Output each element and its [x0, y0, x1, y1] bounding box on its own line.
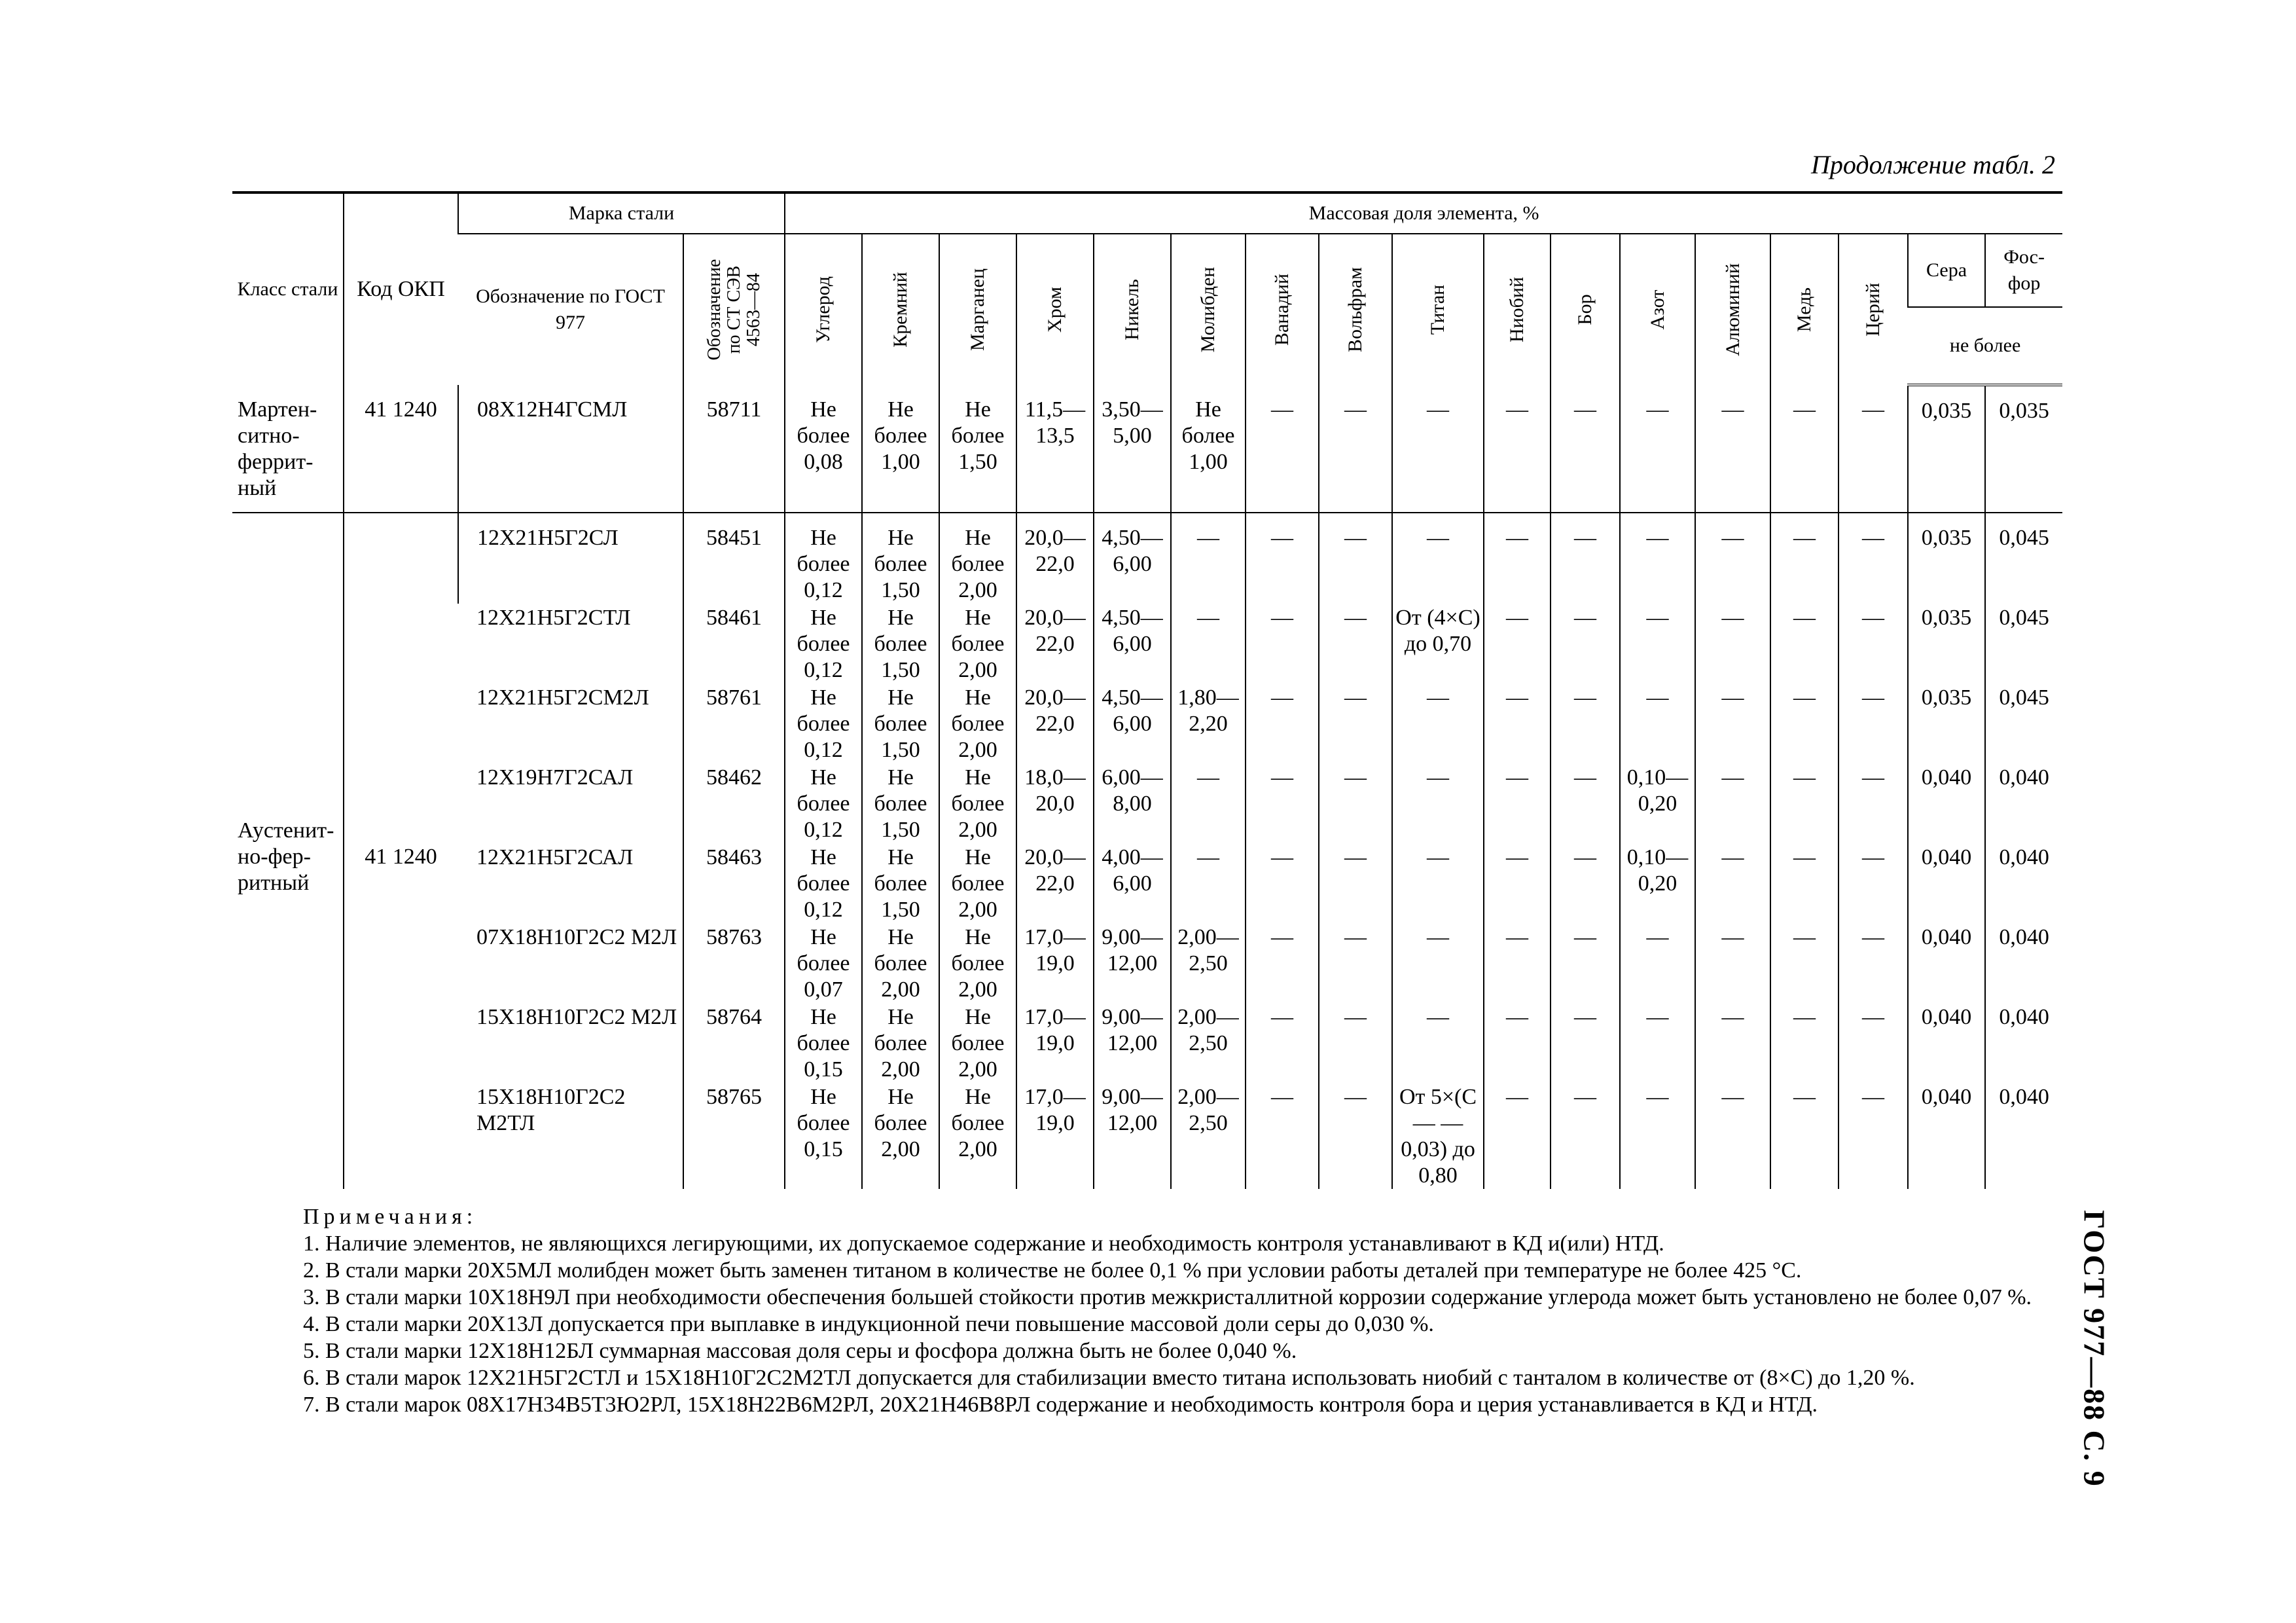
- cell-copper: —: [1770, 923, 1839, 1003]
- cell-aluminium: —: [1695, 513, 1770, 604]
- cell-niobium: —: [1484, 843, 1551, 923]
- cell-phosphorus: 0,045: [1985, 513, 2062, 604]
- cell-molybdenum: 2,00—2,50: [1171, 1083, 1246, 1189]
- steel-composition-table: [232, 191, 2062, 1189]
- cell-chromium: 18,0—20,0: [1016, 763, 1094, 843]
- cell-tungsten: —: [1319, 604, 1392, 684]
- cell-nitrogen: —: [1620, 513, 1695, 604]
- table-row: [232, 684, 2062, 763]
- cell-vanadium: —: [1246, 513, 1319, 604]
- cell-nickel: 9,00—12,00: [1094, 1003, 1171, 1083]
- cell-copper: —: [1770, 843, 1839, 923]
- cell-nitrogen: —: [1620, 1083, 1695, 1189]
- cell-molybdenum: —: [1171, 604, 1246, 684]
- cell-boron: —: [1551, 763, 1620, 843]
- cell-niobium: —: [1484, 923, 1551, 1003]
- grade-sev: 58711: [683, 385, 785, 513]
- grade-gost: 15Х18Н10Г2С2 М2Л: [476, 1005, 677, 1029]
- cell-aluminium: —: [1695, 843, 1770, 923]
- cell-sulfur: 0,035: [1908, 385, 1985, 513]
- cell-vanadium: —: [1246, 763, 1319, 843]
- cell-aluminium: —: [1695, 604, 1770, 684]
- cell-aluminium: —: [1695, 385, 1770, 513]
- cell-titanium: —: [1392, 513, 1484, 604]
- cell-vanadium: —: [1246, 843, 1319, 923]
- cell-titanium: —: [1392, 1003, 1484, 1083]
- cell-nickel: 4,50—6,00: [1094, 684, 1171, 763]
- grade-gost: 12Х21Н5Г2СМ2Л: [476, 685, 649, 710]
- cell-nitrogen: —: [1620, 1003, 1695, 1083]
- cell-aluminium: —: [1695, 1003, 1770, 1083]
- cell-molybdenum: 2,00—2,50: [1171, 1003, 1246, 1083]
- notes-list: [232, 1230, 2058, 1418]
- cell-boron: —: [1551, 923, 1620, 1003]
- cell-carbon: Не более 0,12: [785, 513, 862, 604]
- cell-boron: —: [1551, 1083, 1620, 1189]
- cell-silicon: Не более 2,00: [862, 923, 939, 1003]
- cell-nickel: 9,00—12,00: [1094, 1083, 1171, 1189]
- header-class: Класс стали: [232, 192, 344, 385]
- cell-phosphorus: 0,040: [1985, 923, 2062, 1003]
- cell-chromium: 20,0—22,0: [1016, 513, 1094, 604]
- cell-niobium: —: [1484, 1003, 1551, 1083]
- cell-molybdenum: Не более 1,00: [1171, 385, 1246, 513]
- header-grade-gost: Обозначение по ГОСТ 977: [476, 285, 665, 333]
- notes-title: Примечания:: [303, 1205, 478, 1229]
- cell-carbon: Не более 0,15: [785, 1003, 862, 1083]
- note-item: 2. В стали марки 20Х5МЛ молибден может быть заменен титаном в количестве не более 0,1 % при условии работы деталей при температуре не более 425 °С.: [303, 1258, 1802, 1283]
- header-not-more: не более: [1908, 307, 2062, 385]
- cell-silicon: Не более 1,50: [862, 684, 939, 763]
- table-row: [232, 923, 2062, 1003]
- header-phosphorus: Фос- фор: [1985, 234, 2062, 307]
- header-mass-group: Массовая доля элемента, %: [785, 192, 2062, 234]
- table-row: [232, 843, 2062, 923]
- table-head: [232, 192, 2062, 385]
- grade-sev: 58764: [683, 1003, 785, 1083]
- grade-sev: 58451: [683, 513, 785, 604]
- header-grade-sev-text: Обозначение по СТ СЭВ 4563—84: [704, 259, 764, 361]
- cell-sulfur: 0,040: [1908, 763, 1985, 843]
- okp-code: 41 1240: [344, 385, 458, 513]
- grade-sev: 58763: [683, 923, 785, 1003]
- cell-manganese: Не более 2,00: [939, 1083, 1016, 1189]
- cell-chromium: 17,0—19,0: [1016, 1003, 1094, 1083]
- notes: [232, 1203, 2058, 1418]
- steel-class: Аустенит-но-фер-ритный: [232, 513, 344, 1189]
- cell-nickel: 6,00—8,00: [1094, 763, 1171, 843]
- cell-carbon: Не более 0,12: [785, 684, 862, 763]
- grade-gost: 15Х18Н10Г2С2 М2ТЛ: [476, 1085, 626, 1135]
- page-header: Продолжение табл. 2: [1810, 150, 2055, 179]
- grade-gost: 07Х18Н10Г2С2 М2Л: [476, 925, 677, 949]
- cell-aluminium: —: [1695, 1083, 1770, 1189]
- cell-vanadium: —: [1246, 684, 1319, 763]
- cell-boron: —: [1551, 604, 1620, 684]
- cell-silicon: Не более 1,50: [862, 604, 939, 684]
- header-boron: Бор: [1551, 234, 1620, 385]
- grade-gost: 12Х21Н5Г2СТЛ: [476, 606, 631, 630]
- grade-gost: 12Х21Н5Г2СЛ: [458, 513, 683, 604]
- cell-titanium: От (4×С) до 0,70: [1392, 604, 1484, 684]
- cell-molybdenum: —: [1171, 763, 1246, 843]
- table-row: [232, 385, 2062, 513]
- cell-boron: —: [1551, 385, 1620, 513]
- cell-tungsten: —: [1319, 923, 1392, 1003]
- header-copper: Медь: [1770, 234, 1839, 385]
- cell-tungsten: —: [1319, 513, 1392, 604]
- table-row: [232, 763, 2062, 843]
- cell-manganese: Не более 2,00: [939, 684, 1016, 763]
- cell-niobium: —: [1484, 385, 1551, 513]
- header-vanadium: Ванадий: [1246, 234, 1319, 385]
- header-silicon: Кремний: [862, 234, 939, 385]
- cell-vanadium: —: [1246, 385, 1319, 513]
- table-body: [232, 385, 2062, 1189]
- cell-titanium: —: [1392, 923, 1484, 1003]
- okp-code: 41 1240: [344, 513, 458, 1189]
- cell-cerium: —: [1839, 385, 1908, 513]
- header-molybdenum: Молибден: [1171, 234, 1246, 385]
- header-cerium: Церий: [1839, 234, 1908, 385]
- cell-titanium: —: [1392, 684, 1484, 763]
- cell-manganese: Не более 2,00: [939, 513, 1016, 604]
- cell-aluminium: —: [1695, 684, 1770, 763]
- cell-sulfur: 0,040: [1908, 923, 1985, 1003]
- cell-titanium: —: [1392, 843, 1484, 923]
- cell-tungsten: —: [1319, 385, 1392, 513]
- cell-phosphorus: 0,040: [1985, 843, 2062, 923]
- cell-cerium: —: [1839, 604, 1908, 684]
- cell-nitrogen: 0,10—0,20: [1620, 763, 1695, 843]
- cell-phosphorus: 0,045: [1985, 684, 2062, 763]
- cell-carbon: Не более 0,12: [785, 604, 862, 684]
- cell-silicon: Не более 2,00: [862, 1083, 939, 1189]
- grade-gost: 12Х21Н5Г2САЛ: [476, 845, 634, 869]
- cell-sulfur: 0,035: [1908, 513, 1985, 604]
- cell-vanadium: —: [1246, 923, 1319, 1003]
- cell-silicon: Не более 2,00: [862, 1003, 939, 1083]
- cell-titanium: —: [1392, 763, 1484, 843]
- cell-tungsten: —: [1319, 1003, 1392, 1083]
- header-sulfur: Сера: [1908, 234, 1985, 307]
- side-title: [2065, 1211, 2124, 1486]
- grade-sev: 58462: [683, 763, 785, 843]
- cell-carbon: Не более 0,08: [785, 385, 862, 513]
- header-aluminium: Алюминий: [1695, 234, 1770, 385]
- cell-copper: —: [1770, 763, 1839, 843]
- note-item: 5. В стали марки 12Х18Н12БЛ суммарная массовая доля серы и фосфора должна быть не более 0,040 %.: [303, 1339, 1297, 1363]
- cell-aluminium: —: [1695, 763, 1770, 843]
- cell-vanadium: —: [1246, 1003, 1319, 1083]
- cell-chromium: 17,0—19,0: [1016, 1083, 1094, 1189]
- cell-tungsten: —: [1319, 763, 1392, 843]
- cell-manganese: Не более 2,00: [939, 763, 1016, 843]
- grade-sev: 58463: [683, 843, 785, 923]
- cell-carbon: Не более 0,15: [785, 1083, 862, 1189]
- cell-molybdenum: 1,80—2,20: [1171, 684, 1246, 763]
- cell-silicon: Не более 1,00: [862, 385, 939, 513]
- cell-copper: —: [1770, 684, 1839, 763]
- header-nitrogen: Азот: [1620, 234, 1695, 385]
- cell-niobium: —: [1484, 763, 1551, 843]
- cell-niobium: —: [1484, 604, 1551, 684]
- cell-nitrogen: —: [1620, 385, 1695, 513]
- cell-boron: —: [1551, 1003, 1620, 1083]
- cell-boron: —: [1551, 513, 1620, 604]
- table-row: [232, 1003, 2062, 1083]
- cell-carbon: Не более 0,12: [785, 843, 862, 923]
- grade-gost: 08Х12Н4ГСМЛ: [458, 385, 683, 513]
- cell-chromium: 20,0—22,0: [1016, 604, 1094, 684]
- cell-tungsten: —: [1319, 843, 1392, 923]
- cell-molybdenum: 2,00—2,50: [1171, 923, 1246, 1003]
- cell-nitrogen: —: [1620, 923, 1695, 1003]
- cell-manganese: Не более 2,00: [939, 843, 1016, 923]
- note-item: 6. В стали марок 12Х21Н5Г2СТЛ и 15Х18Н10Г2С2М2ТЛ допускается для стабилизации вместо титана использовать ниобий с танталом в количестве от (8×С) до 1,20 %.: [303, 1366, 1915, 1390]
- cell-silicon: Не более 1,50: [862, 763, 939, 843]
- cell-chromium: 20,0—22,0: [1016, 843, 1094, 923]
- table-row: [232, 1083, 2062, 1189]
- cell-nickel: 3,50—5,00: [1094, 385, 1171, 513]
- cell-chromium: 20,0—22,0: [1016, 684, 1094, 763]
- cell-phosphorus: 0,040: [1985, 1003, 2062, 1083]
- grade-sev: 58461: [683, 604, 785, 684]
- cell-tungsten: —: [1319, 684, 1392, 763]
- table-row: [232, 513, 2062, 604]
- cell-copper: —: [1770, 385, 1839, 513]
- note-item: 4. В стали марки 20Х13Л допускается при выплавке в индукционной печи повышение массовой доли серы до 0,030 %.: [303, 1312, 1434, 1336]
- cell-cerium: —: [1839, 923, 1908, 1003]
- cell-boron: —: [1551, 684, 1620, 763]
- cell-silicon: Не более 1,50: [862, 513, 939, 604]
- cell-manganese: Не более 2,00: [939, 604, 1016, 684]
- grade-sev: 58765: [683, 1083, 785, 1189]
- cell-cerium: —: [1839, 684, 1908, 763]
- cell-manganese: Не более 1,50: [939, 385, 1016, 513]
- cell-nickel: 4,50—6,00: [1094, 604, 1171, 684]
- cell-niobium: —: [1484, 684, 1551, 763]
- header-chromium: Хром: [1016, 234, 1094, 385]
- cell-manganese: Не более 2,00: [939, 923, 1016, 1003]
- cell-cerium: —: [1839, 763, 1908, 843]
- cell-nitrogen: 0,10—0,20: [1620, 843, 1695, 923]
- header-nickel: Никель: [1094, 234, 1171, 385]
- cell-boron: —: [1551, 843, 1620, 923]
- header-manganese: Марганец: [939, 234, 1016, 385]
- header-grade-group: Марка стали: [458, 192, 785, 234]
- cell-vanadium: —: [1246, 604, 1319, 684]
- header-niobium: Ниобий: [1484, 234, 1551, 385]
- note-item: 7. В стали марок 08Х17Н34В5Т3Ю2РЛ, 15Х18Н22В6М2РЛ, 20Х21Н46В8РЛ содержание и необходимость контроля бора и церия устанавливается в КД и НТД.: [303, 1393, 1818, 1417]
- cell-aluminium: —: [1695, 923, 1770, 1003]
- cell-copper: —: [1770, 1083, 1839, 1189]
- cell-cerium: —: [1839, 1003, 1908, 1083]
- cell-nickel: 4,00—6,00: [1094, 843, 1171, 923]
- grade-gost: 12Х19Н7Г2САЛ: [476, 765, 634, 790]
- steel-class: Мартен-ситно-феррит-ный: [238, 397, 317, 500]
- cell-phosphorus: 0,035: [1985, 385, 2062, 513]
- cell-sulfur: 0,040: [1908, 1083, 1985, 1189]
- note-item: 1. Наличие элементов, не являющихся легирующими, их допускаемое содержание и необходимость контроля устанавливают в КД и(или) НТД.: [303, 1231, 1664, 1256]
- cell-niobium: —: [1484, 513, 1551, 604]
- cell-phosphorus: 0,040: [1985, 763, 2062, 843]
- cell-carbon: Не более 0,12: [785, 763, 862, 843]
- cell-manganese: Не более 2,00: [939, 1003, 1016, 1083]
- cell-silicon: Не более 1,50: [862, 843, 939, 923]
- cell-sulfur: 0,040: [1908, 843, 1985, 923]
- cell-carbon: Не более 0,07: [785, 923, 862, 1003]
- cell-nitrogen: —: [1620, 604, 1695, 684]
- cell-cerium: —: [1839, 513, 1908, 604]
- cell-chromium: 11,5—13,5: [1016, 385, 1094, 513]
- cell-copper: —: [1770, 604, 1839, 684]
- cell-cerium: —: [1839, 1083, 1908, 1189]
- side-title-text: ГОСТ 977—88 С. 9: [2077, 1210, 2111, 1487]
- table-row: [232, 604, 2062, 684]
- grade-sev: 58761: [683, 684, 785, 763]
- cell-phosphorus: 0,040: [1985, 1083, 2062, 1189]
- cell-titanium: От 5×(С— —0,03) до 0,80: [1392, 1083, 1484, 1189]
- cell-molybdenum: —: [1171, 513, 1246, 604]
- cell-cerium: —: [1839, 843, 1908, 923]
- cell-niobium: —: [1484, 1083, 1551, 1189]
- cell-sulfur: 0,040: [1908, 1003, 1985, 1083]
- cell-chromium: 17,0—19,0: [1016, 923, 1094, 1003]
- cell-nickel: 4,50—6,00: [1094, 513, 1171, 604]
- cell-vanadium: —: [1246, 1083, 1319, 1189]
- cell-sulfur: 0,035: [1908, 684, 1985, 763]
- cell-copper: —: [1770, 513, 1839, 604]
- cell-sulfur: 0,035: [1908, 604, 1985, 684]
- header-tungsten: Вольфрам: [1319, 234, 1392, 385]
- cell-titanium: —: [1392, 385, 1484, 513]
- header-grade-sev: [683, 234, 785, 385]
- cell-tungsten: —: [1319, 1083, 1392, 1189]
- header-titanium: Титан: [1392, 234, 1484, 385]
- header-okp: Код ОКП: [344, 192, 458, 385]
- cell-phosphorus: 0,045: [1985, 604, 2062, 684]
- note-item: 3. В стали марки 10Х18Н9Л при необходимости обеспечения большей стойкости против межкристаллитной коррозии содержание углерода может быть установлено не более 0,07 %.: [303, 1285, 2032, 1309]
- header-carbon: Углерод: [785, 234, 862, 385]
- cell-nickel: 9,00—12,00: [1094, 923, 1171, 1003]
- cell-copper: —: [1770, 1003, 1839, 1083]
- cell-nitrogen: —: [1620, 684, 1695, 763]
- cell-molybdenum: —: [1171, 843, 1246, 923]
